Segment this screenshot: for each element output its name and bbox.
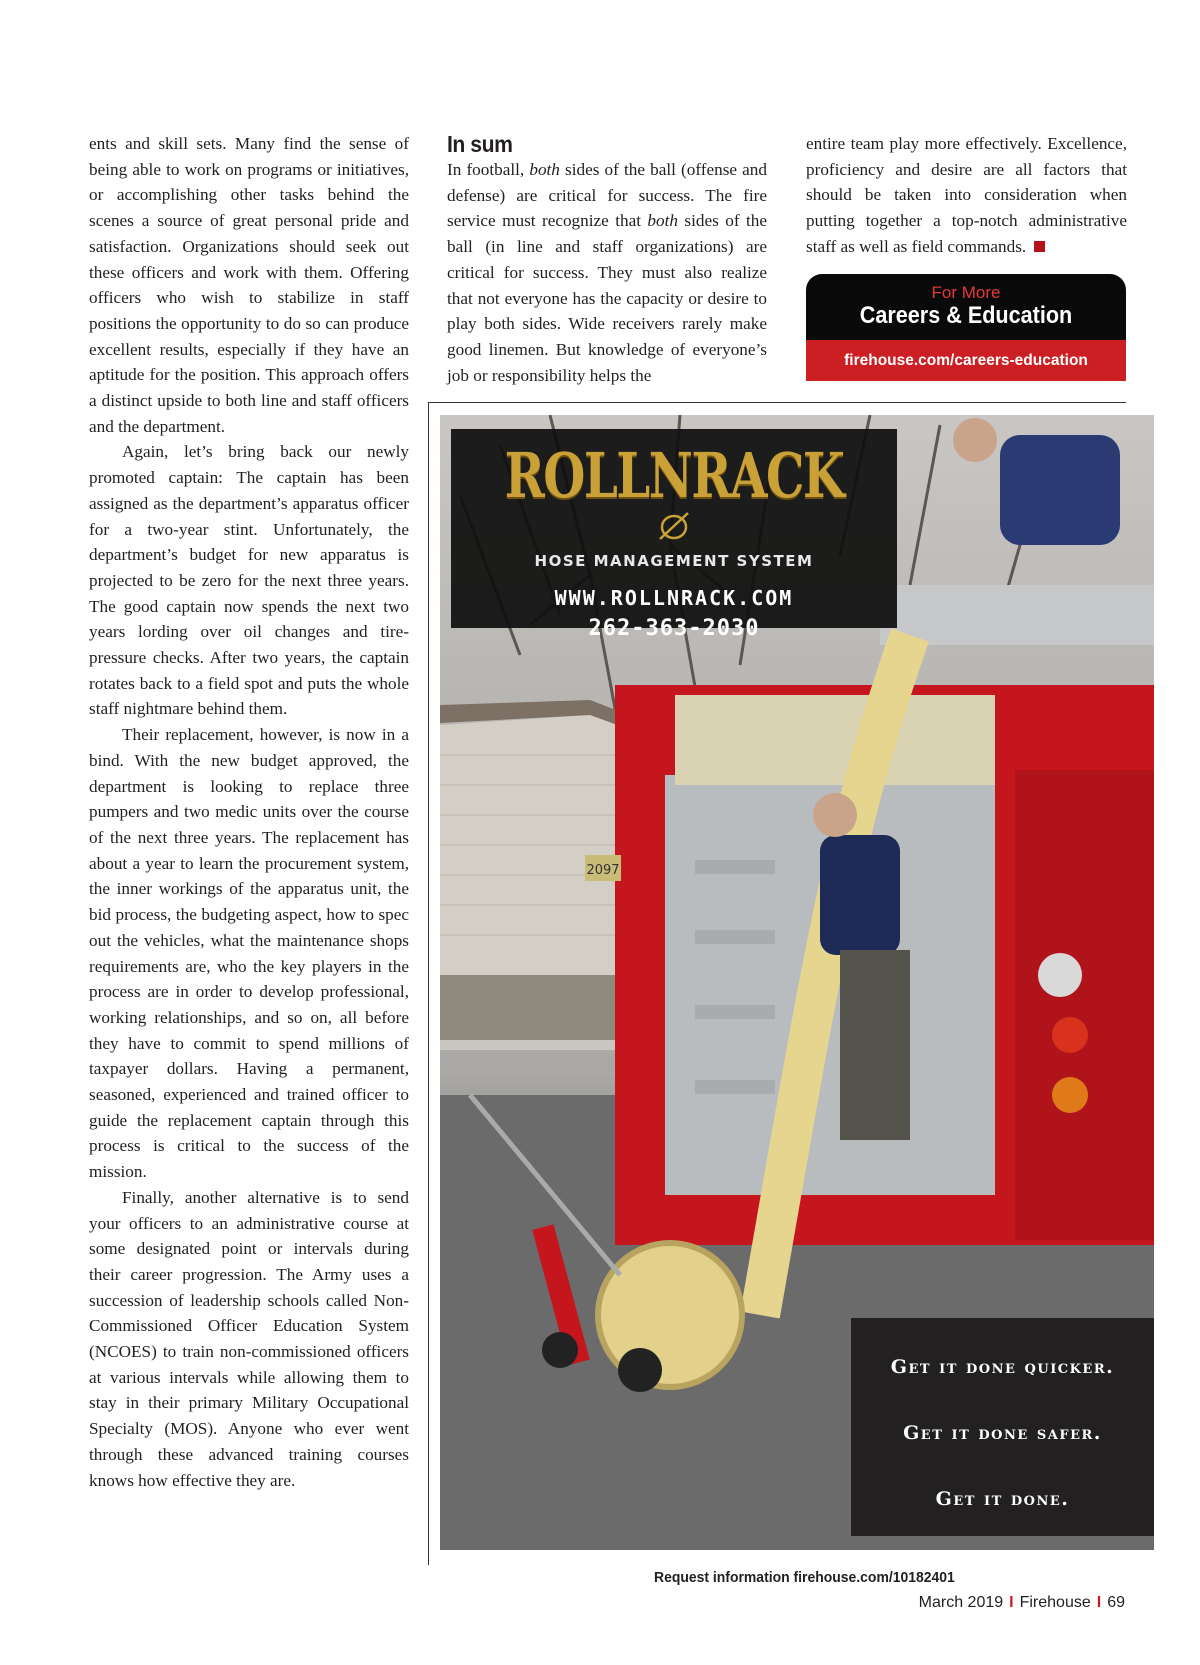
ad-tagline: HOSE MANAGEMENT SYSTEM xyxy=(534,552,814,570)
firefighter-1-legs xyxy=(840,950,910,1140)
slogan-line: Get it done. xyxy=(935,1488,1070,1510)
emphasis: both xyxy=(529,160,560,179)
truck-number: 2097 xyxy=(586,863,620,878)
folio-page-number: 69 xyxy=(1107,1594,1125,1611)
folio-magazine: Firehouse xyxy=(1019,1594,1091,1611)
hose-bed xyxy=(675,695,995,785)
section-heading: In sum xyxy=(447,131,513,157)
ladder xyxy=(880,585,1154,645)
ad-website[interactable]: WWW.ROLLNRACK.COM xyxy=(554,586,794,610)
for-more-label: For More xyxy=(931,283,1001,302)
firefighter-1-torso xyxy=(820,835,900,955)
firefighter-2-torso xyxy=(1000,435,1120,545)
slogan-line: Get it done safer. xyxy=(903,1422,1102,1444)
for-more-link[interactable]: firehouse.com/careers-education xyxy=(806,340,1126,381)
slogan-box xyxy=(851,1318,1154,1536)
truck-light xyxy=(1038,953,1082,997)
article-column-3 xyxy=(806,131,1127,260)
rollnrack-logo: ROLLNRACK xyxy=(504,439,844,512)
request-info-line[interactable]: Request information firehouse.com/10182401 xyxy=(654,1569,955,1586)
ad-rule-top xyxy=(428,402,1126,403)
text-run: In football, xyxy=(447,160,530,179)
folio-separator: I xyxy=(1009,1594,1014,1611)
firefighter-2-head xyxy=(953,418,997,462)
slogan-line: Get it done quicker. xyxy=(890,1356,1115,1378)
end-of-article-mark xyxy=(1034,241,1045,252)
article-column-1 xyxy=(89,131,409,1493)
paragraph: ents and skill sets. Many find the sense of being able to work on programs or initiatives, or accomplishing other tasks behind the scenes a source of great personal pride and satisfaction. Organizations should seek out these officers and work with them. Offering officers who wish to stabilize in staff positions the opportunity to do so can produce excellent results, especially if they have an aptitude for the position. This approach offers a distinct upside to both line and staff officers and the department. xyxy=(89,134,409,436)
truck-light xyxy=(1052,1017,1088,1053)
truck-side xyxy=(1015,770,1154,1240)
paragraph xyxy=(806,131,1127,260)
for-more-header xyxy=(806,274,1126,340)
folio-separator: I xyxy=(1096,1594,1102,1611)
text-run: sides of the ball (offense and defense) are critical for success. The fire service must recognize that xyxy=(447,160,767,231)
ad-rule-left xyxy=(428,402,429,1565)
paragraph: Again, let’s bring back our newly promoted captain: The captain has been assigned as the department’s apparatus officer for a two-year stint. Unfortunately, the department’s budget for new apparatus is projected to be zero for the next three years. The good captain now spends the next two years lording over oil changes and tire-pressure checks. After two years, the captain rotates back to a field spot and puts the whole staff nightmare behind them. xyxy=(89,442,409,719)
rollnrack-advertisement[interactable] xyxy=(440,415,1154,1550)
text-run: sides of the ball (in line and staff organizations) are critical for success. They must also realize that not everyone has the capacity or desire to play both sides. Wide receivers rarely make good linemen. But knowledge of everyone’s job or responsibility helps the xyxy=(447,211,767,385)
truck-light xyxy=(1052,1077,1088,1113)
folio-date: March 2019 xyxy=(918,1594,1004,1611)
firefighter-1-head xyxy=(813,793,857,837)
cart-wheel xyxy=(542,1332,578,1368)
article-column-2 xyxy=(447,131,767,388)
paragraph xyxy=(447,157,767,388)
page-folio xyxy=(919,1594,1125,1612)
for-more-title: Careers & Education xyxy=(859,302,1073,329)
rollnrack-logo-box xyxy=(451,429,897,641)
for-more-box[interactable] xyxy=(806,274,1126,381)
cart-wheel xyxy=(618,1348,662,1392)
paragraph: Finally, another alternative is to send your officers to an administrative course at some designated point or intervals during their career progression. The Army uses a succession of leadership schools called Non-Commissioned Officer Education System (NCOES) to train non-commissioned officers at various intervals while allowing them to stay in their primary Military Occupational Specialty (MOS). Anyone who ever went through these advanced training courses knows how effective they are. xyxy=(89,1187,409,1490)
ad-phone[interactable]: 262-363-2030 xyxy=(588,616,760,641)
emphasis: both xyxy=(647,211,678,231)
text-run: entire team play more effectively. Excellence, proficiency and desire are all factors that should be taken into consideration when putting together a top-notch administrative staff as well as field commands. xyxy=(806,134,1127,256)
rollnrack-emblem-icon xyxy=(654,509,694,543)
paragraph: Their replacement, however, is now in a bind. With the new budget approved, the department is looking to replace three pumpers and two medic units over the course of the next three years. The replacement has about a year to learn the procurement system, the inner workings of the apparatus unit, the bid process, the budgeting aspect, how to spec out the vehicles, what the maintenance shops requirements are, who the key players in the process are in order to develop professional, working relationships, and so on, all before they have to commit to spend millions of taxpayer dollars. Having a permanent, seasoned, experienced and trained officer to guide the replacement captain through this process is critical to the success of the mission. xyxy=(89,725,409,1182)
